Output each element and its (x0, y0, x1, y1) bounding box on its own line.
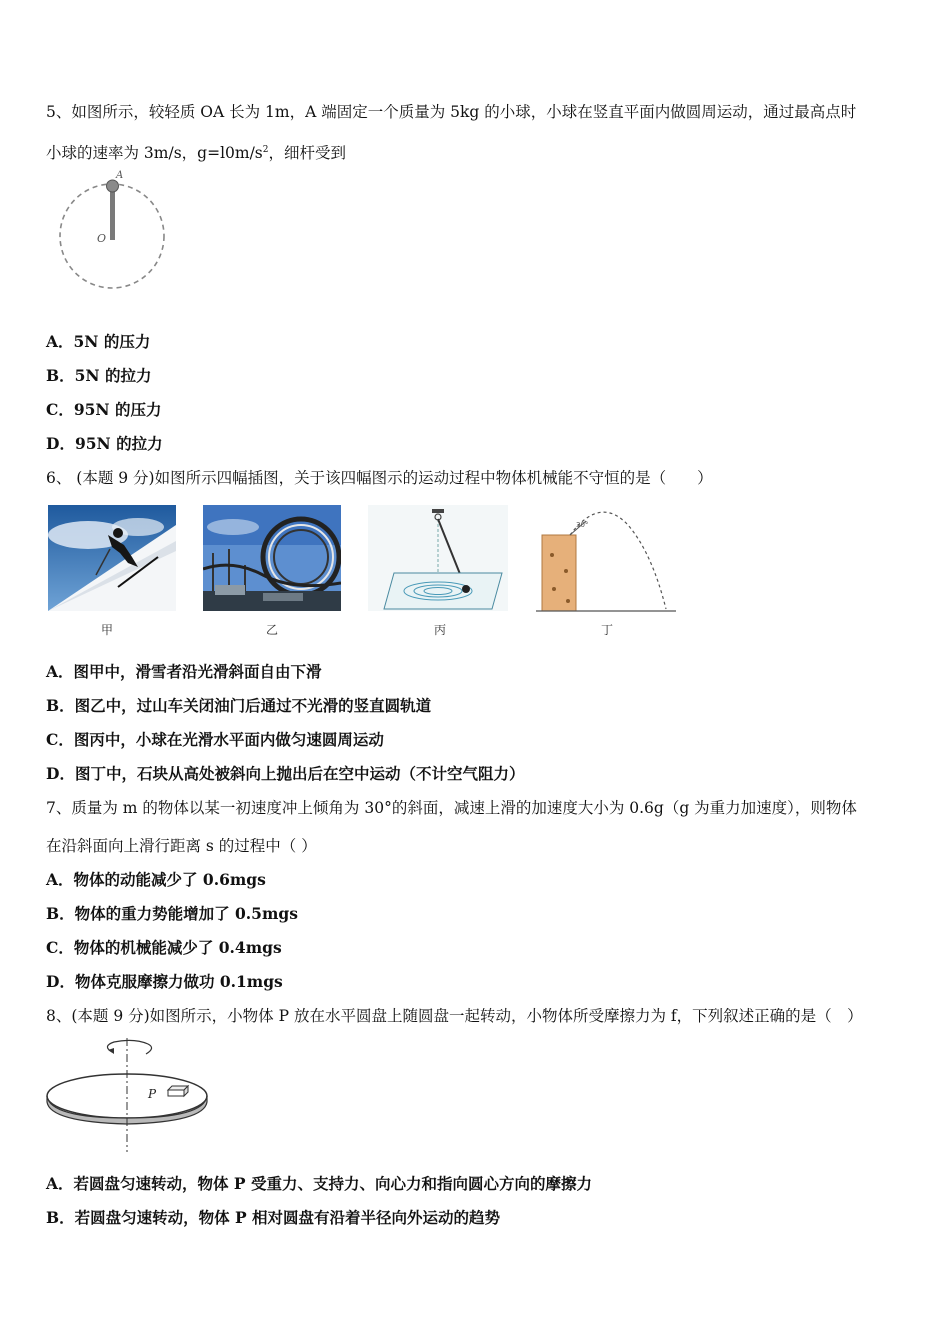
q5-option-a: A．5N 的压力 (46, 332, 151, 351)
q6-caption-jia: 甲 (101, 623, 114, 637)
q7-option-b: B．物体的重力势能增加了 0.5mgs (46, 904, 298, 923)
q7-option-c: C．物体的机械能减少了 0.4mgs (46, 938, 282, 957)
q5-option-b: B．5N 的拉力 (46, 366, 152, 385)
q6-figure-skier (48, 505, 176, 611)
q8-label-p: P (148, 1087, 157, 1101)
q5-label-a: A (116, 170, 124, 181)
q6-figure-pendulum (368, 505, 508, 611)
rod (110, 186, 115, 240)
q6-option-d (46, 764, 524, 784)
q5-stem-line2-b: ，细杆受到 (268, 144, 347, 163)
q8-option-b: B．若圆盘匀速转动，物体 P 相对圆盘有沿着半径向外运动的趋势 (46, 1208, 501, 1227)
q5-stem-line2 (46, 140, 346, 163)
q6-angle-label: 30° (576, 521, 589, 529)
q7-stem-line2: 在沿斜面向上滑行距离 s 的过程中（ ） (46, 837, 317, 855)
q5-stem-line1: 5、如图所示，较轻质 OA 长为 1m，A 端固定一个质量为 5kg 的小球，小球在竖直平面内做圆周运动，通过最高点时 (46, 103, 857, 121)
q6-figure-rollercoaster (203, 505, 341, 611)
q6-option-c (46, 730, 384, 750)
q7-option-d: D．物体克服摩擦力做功 0.1mgs (46, 972, 283, 991)
ball (107, 180, 119, 192)
q5-option-c: C．95N 的压力 (46, 400, 162, 419)
q6-option-d-text: D．图丁中，石块从高处被斜向上抛出后在空中运动（不计空气阻力） (46, 764, 525, 783)
q6-option-a (46, 662, 322, 682)
q5-superscript: 2 (262, 145, 269, 155)
q6-caption-yi: 乙 (266, 623, 279, 637)
q6-option-a-text: A．图甲中，滑雪者沿光滑斜面自由下滑 (46, 662, 322, 681)
q8-disc-figure (44, 1036, 214, 1154)
q6-option-c-text: C．图丙中，小球在光滑水平面内做匀速圆周运动 (46, 730, 384, 749)
q6-option-b (46, 696, 431, 716)
q6-caption-ding: 丁 (601, 623, 614, 637)
q7-option-a: A．物体的动能减少了 0.6mgs (46, 870, 266, 889)
block-p (168, 1086, 188, 1096)
q5-stem-line2-a: 小球的速率为 3m/s，g=l0m/s (46, 144, 263, 163)
q6-caption-bing: 丙 (434, 623, 447, 637)
q6-figure-projectile (536, 505, 676, 615)
q8-option-a: A．若圆盘匀速转动，物体 P 受重力、支持力、向心力和指向圆心方向的摩擦力 (46, 1174, 592, 1193)
q5-rod-circle-figure (55, 168, 170, 293)
q6-stem: 6、 (本题 9 分)如图所示四幅插图，关于该四幅图示的运动过程中物体机械能不守恒的是（ ） (46, 469, 713, 487)
q5-label-o: O (97, 232, 107, 245)
q5-option-d: D．95N 的拉力 (46, 434, 163, 453)
q8-stem: 8、(本题 9 分)如图所示，小物体 P 放在水平圆盘上随圆盘一起转动，小物体所受摩擦力为 f，下列叙述正确的是（ ） (46, 1007, 863, 1025)
q7-stem-line1: 7、质量为 m 的物体以某一初速度冲上倾角为 30°的斜面，减速上滑的加速度大小为 0.6g（g 为重力加速度），则物体 (46, 799, 857, 817)
q6-option-b-text: B．图乙中，过山车关闭油门后通过不光滑的竖直圆轨道 (46, 696, 432, 715)
